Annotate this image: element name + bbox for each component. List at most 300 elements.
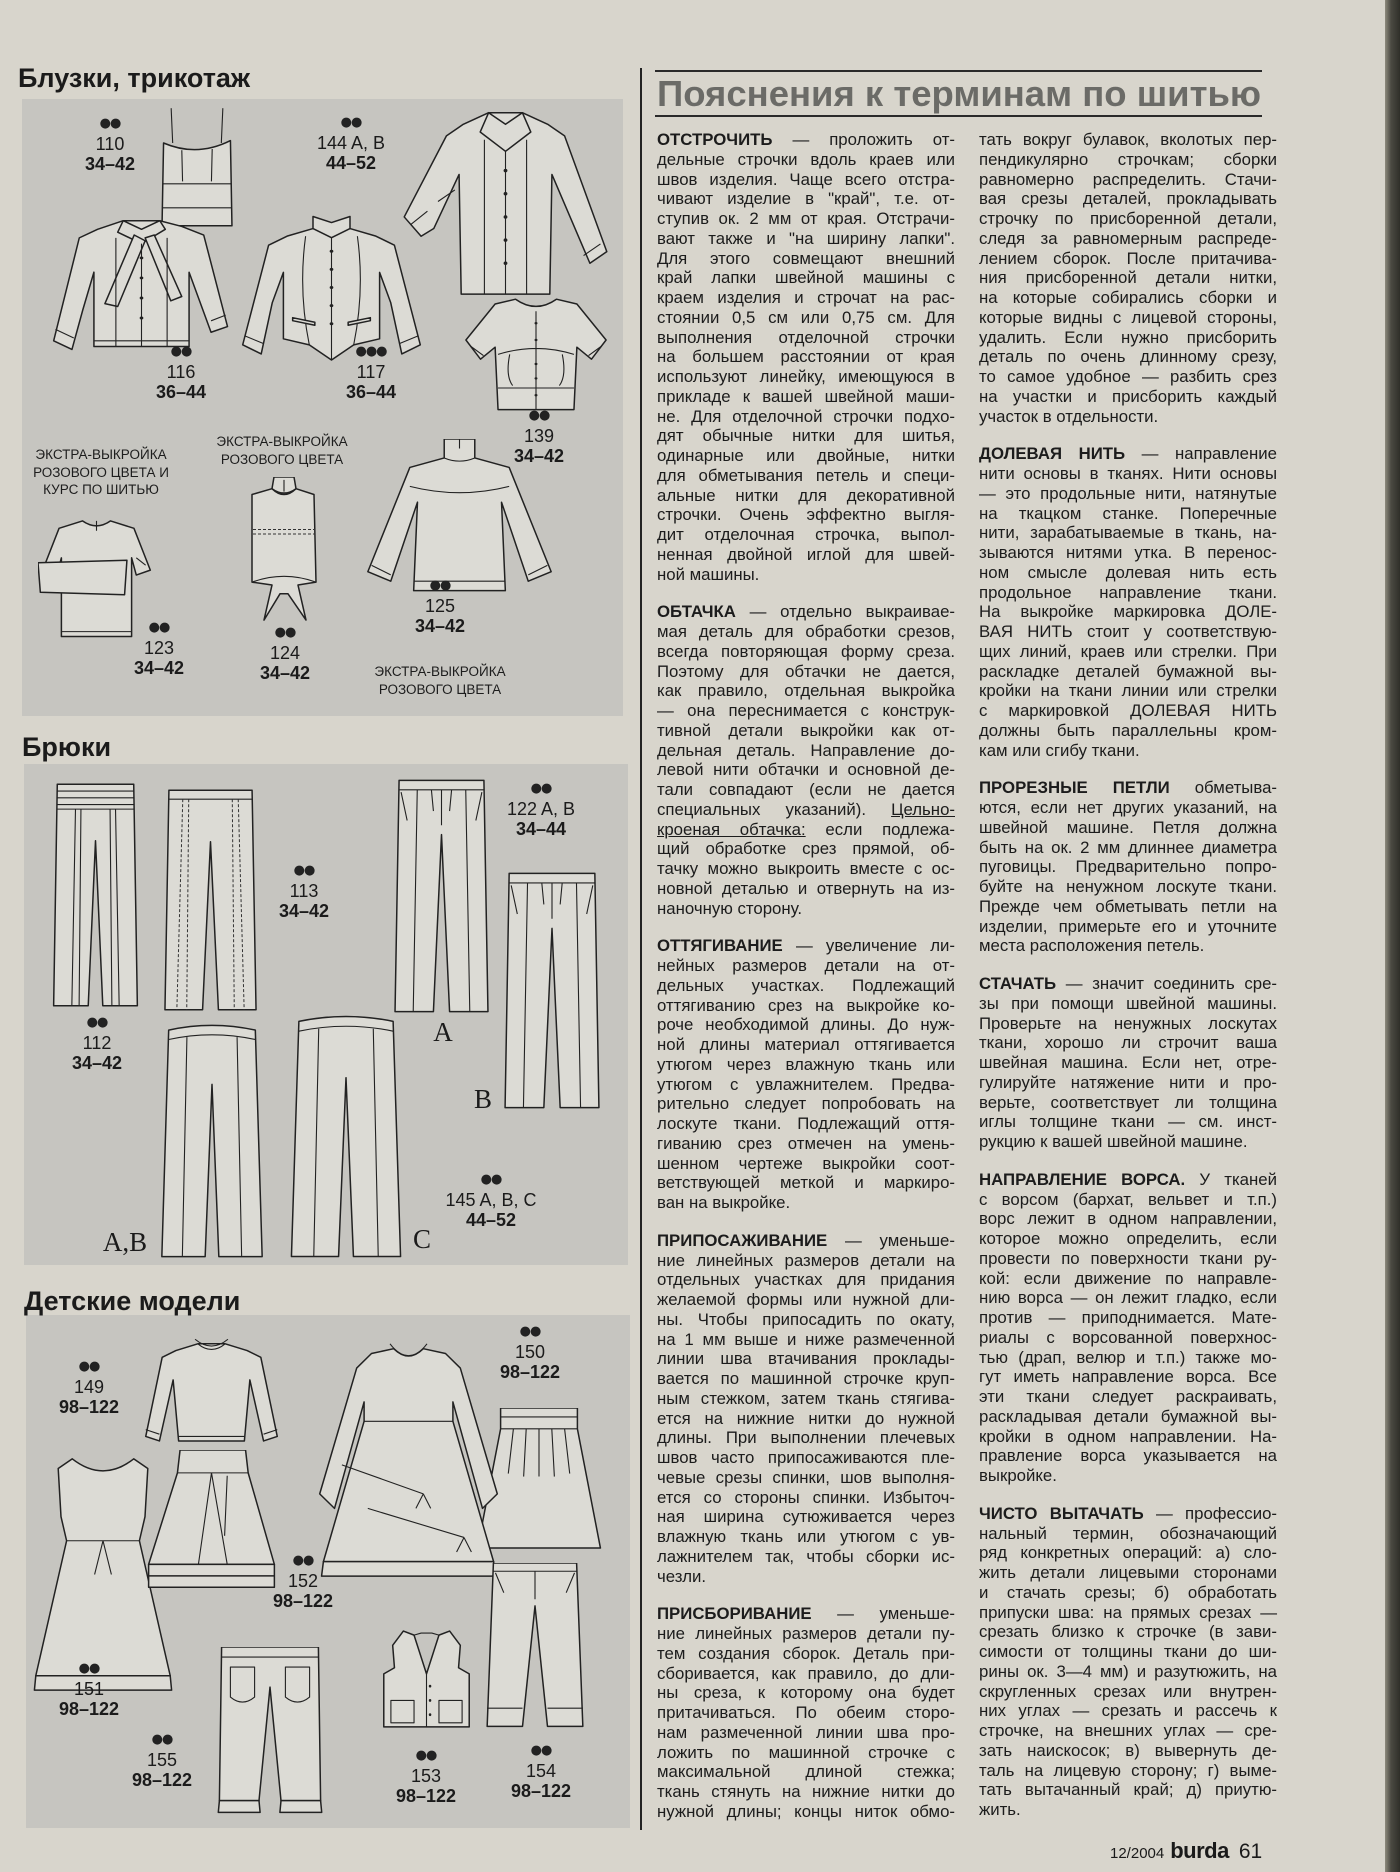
title-rule-top [655, 70, 1262, 72]
line-text: не. Для отделочной строчки подхо- [657, 406, 955, 426]
line-text: обметыва- [1194, 778, 1277, 798]
glossary-term: НАПРАВЛЕНИЕ ВОРСА. [979, 1169, 1186, 1189]
line-text: кам или сгибу ткани. [979, 740, 1140, 760]
line-text: тем создания сборок. Деталь при- [657, 1643, 955, 1663]
difficulty-dots: ●● [78, 1359, 100, 1374]
text-line [657, 150, 955, 170]
size-range: 34–42 [133, 658, 185, 678]
text-line [657, 1488, 955, 1508]
line-text: — это продольные нити, натянутые [979, 483, 1277, 503]
difficulty-dots: ●● [151, 1732, 173, 1747]
line-text: лением сборок. После притачива- [979, 248, 1277, 268]
glossary-term: ПРИСБОРИВАНИЕ [657, 1604, 812, 1624]
extra-pattern-note [187, 433, 377, 468]
line-text: скругленных срезах или внутрен- [979, 1681, 1277, 1701]
line-text: ном смысле долевая нить есть [979, 562, 1277, 582]
difficulty-dots: ●● [429, 578, 451, 593]
extra-pattern-note [345, 663, 535, 698]
line-text: шенном чертеже выкройки соот- [657, 1153, 955, 1173]
text-line [657, 899, 955, 919]
glossary-entry [657, 936, 955, 1213]
text-line [979, 583, 1277, 603]
size-range: 98–122 [58, 1699, 120, 1719]
line-text: чевые срезы спинки, шов выполня- [657, 1467, 955, 1487]
line-text: пендикулярно строчкам; сборки [979, 149, 1277, 169]
text-line [657, 347, 955, 367]
text-line [657, 407, 955, 427]
model-number: 145 A, B, C [445, 1190, 537, 1210]
text-line [657, 209, 955, 229]
text-line [979, 484, 1277, 504]
section-title-trousers: Брюки [22, 732, 112, 762]
text-line [979, 1249, 1277, 1269]
note-line: РОЗОВОГО ЦВЕТА [378, 681, 502, 697]
difficulty-dots: ●● [528, 408, 550, 423]
line-text: всегда повторяющая форму среза. [657, 641, 955, 661]
line-text: как правило, отдельная выкройка [657, 681, 955, 701]
text-line [979, 877, 1277, 897]
text-line [979, 504, 1277, 524]
text-line [979, 1563, 1277, 1583]
text-line [979, 798, 1277, 818]
line-text: — отдельно выкраивае- [749, 602, 955, 622]
model-number: 112 [82, 1033, 112, 1053]
line-text: нити, зарабатываемые в ткань, на- [979, 523, 1277, 543]
text-line [979, 1524, 1277, 1544]
line-text: швов часто припосаживаются пле- [657, 1448, 955, 1467]
line-text: вают также и "на ширину лапки". [657, 228, 955, 248]
text-line [979, 150, 1277, 170]
line-text: на большем расстоянии от края [657, 347, 955, 367]
section-title-kids: Детские модели [24, 1286, 241, 1316]
difficulty-dots: ●● [86, 1015, 108, 1030]
line-text: прикладе к вашей швейной маши- [657, 386, 955, 406]
text-line [657, 1743, 955, 1763]
text-line [979, 974, 1277, 994]
model-label [244, 861, 364, 921]
text-line [657, 701, 955, 721]
line-text: нам размеченной линии шва про- [657, 1722, 955, 1742]
model-number: 154 [525, 1761, 557, 1781]
line-text: ется на нижние нитки до нужной [657, 1408, 955, 1428]
text-line [979, 543, 1277, 563]
model-label [99, 618, 219, 678]
text-line [657, 1270, 955, 1290]
text-line [979, 444, 1277, 464]
line-text: жить детали лицевыми сторонами [979, 1563, 1277, 1582]
line-text: На выкройке маркировка ДОЛЕ- [979, 602, 1277, 622]
text-line [657, 1094, 955, 1114]
note-line: РОЗОВОГО ЦВЕТА И [33, 464, 169, 480]
text-line [979, 347, 1277, 367]
text-line [979, 1407, 1277, 1427]
line-text: строчку по присборенной детали, [979, 209, 1277, 228]
line-text: гиванию срез отмечен на умень- [657, 1133, 955, 1153]
line-text: дельная деталь. Направление до- [657, 740, 955, 760]
size-range: 98–122 [272, 1591, 334, 1611]
page-number: 61 [1238, 1840, 1263, 1863]
line-text: — уменьше- [845, 1230, 955, 1250]
line-text: гут иметь направление ворса. Все [979, 1367, 1277, 1387]
line-text: дельные строчки вдоль краев или [657, 149, 955, 169]
line-text: эти ткани следует раскраивать, [979, 1387, 1277, 1406]
glossary-entry [979, 444, 1277, 760]
text-line [657, 1389, 955, 1409]
text-line [657, 1448, 955, 1468]
text-line [657, 642, 955, 662]
line-text: рины ок. 3—4 мм) и разутюжить, на [979, 1661, 1277, 1681]
text-line [657, 1428, 955, 1448]
underlined-phrase: Цельно- [891, 799, 955, 819]
text-line [657, 1604, 955, 1624]
text-line [657, 1624, 955, 1644]
size-range: 34–42 [259, 663, 311, 683]
text-line [979, 229, 1277, 249]
line-text: ненная двойной иглой для швей- [657, 544, 955, 564]
text-line [979, 288, 1277, 308]
difficulty-dots: ●● [292, 1553, 314, 1568]
line-text: нию ворса — он лежит гладко, если [979, 1288, 1277, 1308]
glossary-column-1 [657, 130, 955, 1840]
text-line [979, 721, 1277, 741]
line-text: край лапки швейной машины с [657, 268, 955, 288]
text-line [979, 897, 1277, 917]
text-segment: специальных указаний). [657, 799, 892, 819]
line-text: на которые собирались сборки и [979, 288, 1277, 307]
text-line [979, 1308, 1277, 1328]
text-line [979, 857, 1277, 877]
text-line [979, 170, 1277, 190]
line-text: буйте на ненужном лоскуте ткани. [979, 877, 1277, 896]
text-line [979, 1073, 1277, 1093]
line-text: используют линейку, имеющуюся в [657, 367, 955, 386]
line-text: симости от толщины ткани до ши- [979, 1642, 1277, 1661]
glossary-term: ЧИСТО ВЫТАЧАТЬ [979, 1503, 1144, 1523]
difficulty-dots: ●● [170, 344, 192, 359]
line-text: Поэтому для обтачки не дается, [657, 661, 955, 681]
line-text: должны быть параллельны кром- [979, 720, 1277, 740]
glossary-term: ПРИПОСАЖИВАНИЕ [657, 1230, 828, 1250]
line-text: вая срезы деталей, прокладывать [979, 189, 1277, 209]
model-label [29, 1659, 149, 1719]
line-text: строчки. Очень эффектно выгля- [657, 505, 955, 525]
model-label [50, 114, 170, 174]
line-text: стоянии 0,5 см или 0,75 см. Для [657, 307, 955, 327]
text-line [657, 956, 955, 976]
model-number: 149 [73, 1377, 105, 1397]
line-text: которые видны с лицевой стороны, [979, 307, 1277, 327]
size-range: 98–122 [131, 1770, 193, 1790]
model-label [481, 779, 601, 839]
glossary-term: ДОЛЕВАЯ НИТЬ [979, 444, 1126, 464]
difficulty-dots: ●● [293, 863, 315, 878]
glossary-entry [657, 1604, 955, 1821]
difficulty-dots: ●●● [355, 344, 387, 359]
text-line [657, 1762, 955, 1782]
text-line [979, 1622, 1277, 1642]
line-text: У тканей [1199, 1169, 1277, 1189]
text-line [657, 859, 955, 879]
model-number: 155 [146, 1750, 178, 1770]
line-text: ной машины. [657, 564, 760, 584]
line-text: ВАЯ НИТЬ стоит у соответствую- [979, 622, 1277, 641]
line-text: притачиваться. По обеим сторо- [657, 1703, 955, 1722]
size-range: 34–44 [515, 819, 567, 839]
text-line [657, 760, 955, 780]
glossary-term: ОТСТРОЧИТЬ [657, 130, 773, 149]
text-line [979, 1701, 1277, 1721]
glossary-entry [979, 130, 1277, 426]
text-line [979, 701, 1277, 721]
size-range: 36–44 [155, 382, 207, 402]
glossary-term: СТАЧАТЬ [979, 974, 1057, 993]
line-text: ветствующей меткой и маркиро- [657, 1173, 955, 1193]
line-text: припуски шва: на прямых срезах — [979, 1602, 1277, 1622]
note-line: ЭКСТРА-ВЫКРОЙКА [216, 434, 348, 449]
text-line [657, 466, 955, 486]
text-line [979, 1446, 1277, 1466]
text-line [979, 1229, 1277, 1249]
line-text: жить. [979, 1800, 1021, 1819]
line-text: срезать близко к строчке (в зави- [979, 1622, 1277, 1642]
line-text: желаемой формы или нужной дли- [657, 1290, 955, 1309]
text-line [979, 1387, 1277, 1407]
line-text: ется со стороны спинки. Избыточ- [657, 1487, 955, 1507]
line-text: ложить по машинной строчке с [657, 1742, 955, 1762]
text-line [979, 268, 1277, 288]
text-line [979, 681, 1277, 701]
text-line [979, 1209, 1277, 1229]
line-text: кройки в одном направлении. На- [979, 1426, 1277, 1446]
line-text: Проверьте на ненужных лоскутах [979, 1013, 1277, 1033]
text-line [979, 1033, 1277, 1053]
model-label [470, 1322, 590, 1382]
text-line [979, 936, 1277, 956]
text-line [979, 1741, 1277, 1761]
text-line [979, 741, 1277, 761]
text-line [979, 818, 1277, 838]
text-line [979, 1328, 1277, 1348]
size-range: 34–42 [84, 154, 136, 174]
size-range: 44–52 [325, 153, 377, 173]
line-text: чезли. [657, 1566, 707, 1586]
note-line: КУРС ПО ШИТЬЮ [43, 482, 159, 497]
difficulty-dots: ●● [480, 1172, 502, 1187]
text-line [657, 1134, 955, 1154]
line-text: новной деталью и отвернуть на из- [657, 878, 955, 898]
page-edge-shadow [1385, 0, 1400, 1872]
line-text: нити основы в тканях. Нити основы [979, 464, 1277, 483]
text-line [979, 1170, 1277, 1190]
text-line [979, 994, 1277, 1014]
text-line [657, 486, 955, 506]
glossary-entry [657, 602, 955, 918]
line-text: ние линейных размеров детали пу- [657, 1624, 955, 1643]
line-text: левой нити обтачки и основной де- [657, 760, 955, 780]
line-text: тать вытачанный край; д) приутю- [979, 1780, 1277, 1800]
text-line [657, 602, 955, 622]
text-line [657, 780, 955, 800]
text-line [979, 189, 1277, 209]
glossary-title: Пояснения к терминам по шитью [657, 73, 1262, 114]
model-label [29, 1357, 149, 1417]
text-line [657, 328, 955, 348]
text-line [657, 1114, 955, 1134]
text-line [657, 189, 955, 209]
note-line: ЭКСТРА-ВЫКРОЙКА [35, 447, 167, 462]
text-line [979, 464, 1277, 484]
difficulty-dots: ●● [274, 625, 296, 640]
text-line [657, 936, 955, 956]
text-line [979, 1093, 1277, 1113]
line-text: щих линий, краев или стрелки. При [979, 641, 1277, 661]
line-text: дельных участках. Подлежащий [657, 975, 955, 995]
line-text: ной длины материал оттягивается [657, 1035, 955, 1054]
line-text: ряд конкретных операций: а) сло- [979, 1543, 1277, 1563]
text-line [657, 1349, 955, 1369]
line-text: изделии, примерьте его и уточните [979, 916, 1277, 936]
line-text: гулируйте натяжение нити и про- [979, 1072, 1277, 1092]
line-text: ны. Чтобы припосадить по окату, [657, 1309, 955, 1329]
difficulty-dots: ●● [415, 1748, 437, 1763]
line-text: рукцию к вашей швейной машине. [979, 1132, 1248, 1151]
line-text: на ткацком станке. Поперечные [979, 503, 1277, 523]
line-text: нальный термин, обозначающий [979, 1523, 1277, 1543]
text-line [657, 288, 955, 308]
line-text: выполнения отделочной строчки [657, 327, 955, 347]
text-line [657, 1507, 955, 1527]
line-text: правление ворса указывается на [979, 1446, 1277, 1466]
model-label [37, 1013, 157, 1073]
text-line [979, 1269, 1277, 1289]
difficulty-dots: ●● [519, 1324, 541, 1339]
line-text: мая деталь для обработки срезов, [657, 622, 955, 641]
difficulty-dots: ●● [340, 115, 362, 130]
text-line [657, 1015, 955, 1035]
line-text: равномерно распределить. Стачи- [979, 169, 1277, 189]
text-line [657, 229, 955, 249]
text-line [979, 563, 1277, 583]
text-line [657, 1193, 955, 1213]
text-line [979, 1721, 1277, 1741]
line-text: тивной детали выкройки как от- [657, 720, 955, 740]
line-text: — она переснимается с конструк- [657, 701, 955, 720]
line-text: ние линейных размеров детали на [657, 1250, 955, 1270]
text-line [979, 1780, 1277, 1800]
underlined-phrase: кроеная обтачка: [657, 819, 806, 839]
model-number: 151 [73, 1679, 105, 1699]
glossary-term: ОТТЯГИВАНИЕ [657, 936, 783, 956]
text-line [657, 565, 955, 585]
text-line [979, 523, 1277, 543]
note-line: РОЗОВОГО ЦВЕТА [220, 451, 344, 467]
glossary-entry [657, 1231, 955, 1587]
text-line [657, 170, 955, 190]
line-text: кой: если движение по направле- [979, 1268, 1277, 1288]
model-number: 116 [166, 362, 196, 382]
model-number: 124 [269, 643, 301, 663]
line-text: альные нитки для декоративной [657, 485, 955, 505]
model-label [102, 1730, 222, 1790]
line-text: роче необходимой длины. До нуж- [657, 1015, 955, 1035]
model-label [366, 1746, 486, 1806]
text-line [657, 1231, 955, 1251]
model-label [481, 1741, 601, 1801]
text-line [657, 1055, 955, 1075]
text-line [657, 367, 955, 387]
model-number: 123 [143, 638, 175, 658]
line-text: сборивается, как правило, до дли- [657, 1663, 955, 1683]
text-line [657, 387, 955, 407]
text-line [657, 1782, 955, 1802]
text-line [657, 721, 955, 741]
line-text: ткани, хорошо ли строчит ваша [979, 1033, 1277, 1053]
text-line [657, 1035, 955, 1055]
text-line [657, 1154, 955, 1174]
line-text: наночную сторону. [657, 898, 803, 918]
line-text: следя за равномерным распреде- [979, 228, 1277, 248]
text-line [979, 1642, 1277, 1662]
text-line [657, 426, 955, 446]
line-text: дят обычные нитки для шитья, [657, 426, 955, 446]
model-number: 125 [424, 596, 456, 616]
text-line [657, 1683, 955, 1703]
line-text: чивают изделие в "край", т.е. от- [657, 189, 955, 209]
line-text: Прежде чем обметывать петли на [979, 896, 1277, 916]
text-line [979, 130, 1277, 150]
line-text: верьте, соответствует ли толщина [979, 1092, 1277, 1112]
line-text: оттягиванию срез на выкройке ко- [657, 995, 955, 1015]
text-line [657, 545, 955, 565]
text-line [979, 407, 1277, 427]
text-line [657, 879, 955, 899]
variant-label-ab: A,B [102, 1227, 148, 1257]
model-label [225, 623, 345, 683]
size-range: 34–42 [414, 616, 466, 636]
text-line [979, 622, 1277, 642]
glossary-entry [979, 974, 1277, 1152]
line-text: с маркировкой ДОЛЕВАЯ НИТЬ [979, 701, 1277, 720]
size-range: 34–42 [71, 1053, 123, 1073]
text-line [979, 328, 1277, 348]
line-text: ступив ок. 2 мм от края. Отстрачи- [657, 209, 955, 228]
text-line [979, 249, 1277, 269]
glossary-column-2 [979, 130, 1277, 1838]
text-line [657, 1567, 955, 1587]
line-text: иглы толщине ткани — см. инст- [979, 1112, 1277, 1132]
line-text: отдельных участках для придания [657, 1270, 955, 1290]
line-text: зать наискосок; в) вывернуть де- [979, 1740, 1277, 1760]
text-line [657, 681, 955, 701]
line-text: краем изделия и строчат на рас- [657, 288, 955, 307]
line-text: рительно следует попробовать на [657, 1094, 955, 1114]
text-line [979, 1800, 1277, 1820]
text-line [657, 800, 955, 820]
line-text: и стачать срезы; б) обработать [979, 1582, 1277, 1602]
text-line [657, 1664, 955, 1684]
size-range: 44–52 [465, 1210, 517, 1230]
variant-label-b: B [473, 1084, 492, 1114]
text-line [979, 1190, 1277, 1210]
line-text: ная ширина сутюживается через [657, 1507, 955, 1527]
line-text: ворс лежит в одном направлении, [979, 1209, 1277, 1229]
text-line [657, 1251, 955, 1271]
text-line [657, 1703, 955, 1723]
difficulty-dots: ●● [530, 1743, 552, 1758]
text-line [979, 1053, 1277, 1073]
text-line [979, 917, 1277, 937]
line-text: на 1 мм выше и ниже размеченной [657, 1329, 955, 1349]
